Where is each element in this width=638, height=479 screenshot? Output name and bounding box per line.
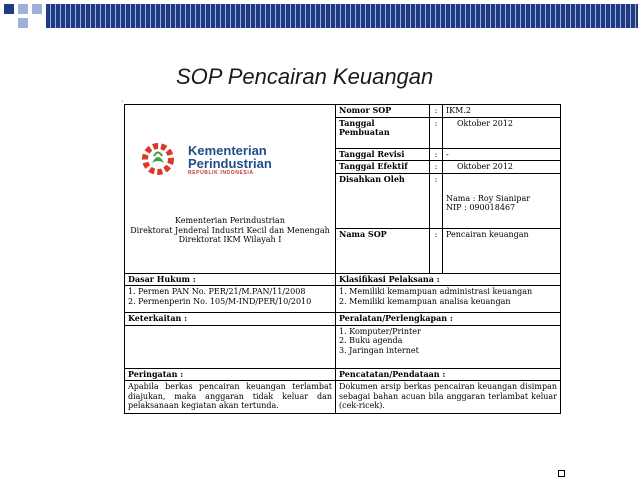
label-disahkan-oleh: Disahkan Oleh — [336, 173, 430, 228]
org-line2: Direktorat Jenderal Industri Kecil dan Menengah — [130, 225, 330, 235]
label-tanggal-revisi: Tanggal Revisi — [336, 148, 430, 161]
logo-line2: Perindustrian — [188, 156, 272, 171]
section-heading-row-3 — [125, 368, 561, 381]
org-info — [128, 216, 332, 245]
value-disahkan-oleh — [443, 173, 561, 228]
banner-square-3 — [32, 4, 42, 14]
logo-text — [188, 144, 272, 177]
section-heading-row-2 — [125, 313, 561, 326]
value-nama-sop: Pencairan keuangan — [443, 228, 561, 273]
logo-sub: REPUBLIK INDONESIA — [188, 170, 254, 176]
banner-stripes — [46, 4, 638, 28]
label-tanggal-efektif: Tanggal Efektif — [336, 161, 430, 174]
heading-dasar-hukum: Dasar Hukum : — [125, 273, 336, 286]
value-tanggal-revisi: - — [443, 148, 561, 161]
sop-table — [124, 104, 561, 414]
approver-nip: NIP : 090018467 — [446, 203, 516, 212]
section-content-row-1 — [125, 286, 561, 313]
heading-peringatan: Peringatan : — [125, 368, 336, 381]
colon: : — [430, 148, 443, 161]
label-nomor-sop: Nomor SOP — [336, 105, 430, 118]
logo — [128, 106, 332, 196]
heading-pencatatan: Pencatatan/Pendataan : — [336, 368, 561, 381]
peringatan-text: Apabila berkas pencairan keuangan terlambat diajukan, maka anggaran tidak keluar dan pelaksanaan kegiatan akan tertunda. — [125, 381, 336, 414]
paragraph-mark-left: ᐧ — [121, 97, 124, 106]
colon: : — [430, 161, 443, 174]
label-tanggal-pembuatan: Tanggal Pembuatan — [336, 117, 430, 148]
list-item: 2. Buku agenda — [339, 336, 403, 345]
section-heading-row-1 — [125, 273, 561, 286]
value-nomor-sop: IKM.2 — [443, 105, 561, 118]
keterkaitan-content — [125, 325, 336, 368]
peralatan-list — [336, 325, 561, 368]
value-tanggal-efektif: Oktober 2012 — [443, 161, 561, 174]
list-item: 1. Memiliki kemampuan administrasi keuangan — [339, 287, 533, 296]
section-content-row-3 — [125, 381, 561, 414]
meta-row-nomor — [125, 105, 561, 118]
colon: : — [430, 173, 443, 228]
logo-line1: Kementerian — [188, 143, 267, 158]
colon: : — [430, 117, 443, 148]
pencatatan-text: Dokumen arsip berkas pencairan keuangan disimpan sebagai bahan acuan bila anggaran terlambat keluar (cek-ricek). — [336, 381, 561, 414]
heading-keterkaitan: Keterkaitan : — [125, 313, 336, 326]
heading-klasifikasi: Klasifikasi Pelaksana : — [336, 273, 561, 286]
list-item: 2. Permenperin No. 105/M-IND/PER/10/2010 — [128, 296, 312, 306]
section-content-row-2 — [125, 325, 561, 368]
kemenperin-logo-icon — [128, 134, 188, 184]
heading-peralatan: Peralatan/Perlengkapan : — [336, 313, 561, 326]
list-item: 2. Memiliki kemampuan analisa keuangan — [339, 296, 511, 306]
banner-square-2 — [18, 4, 28, 14]
list-item: 3. Jaringan internet — [339, 345, 419, 355]
dasar-hukum-list — [125, 286, 336, 313]
org-line3: Direktorat IKM Wilayah I — [178, 235, 282, 244]
klasifikasi-list — [336, 286, 561, 313]
colon: : — [430, 105, 443, 118]
colon: : — [430, 228, 443, 273]
value-tanggal-pembuatan: Oktober 2012 — [443, 117, 561, 148]
label-nama-sop: Nama SOP — [336, 228, 430, 273]
banner-square-4 — [18, 18, 28, 28]
slide-banner — [0, 0, 638, 30]
org-line1: Kementerian Perindustrian — [175, 216, 285, 225]
banner-square-1 — [4, 4, 14, 14]
approver-name: Nama : Roy Sianipar — [446, 193, 531, 203]
paragraph-mark-right — [558, 470, 565, 477]
header-org-cell — [125, 105, 336, 274]
list-item: 1. Komputer/Printer — [339, 326, 421, 336]
list-item: 1. Permen PAN No. PER/21/M.PAN/11/2008 — [128, 287, 306, 296]
slide-title: SOP Pencairan Keuangan — [176, 64, 434, 89]
